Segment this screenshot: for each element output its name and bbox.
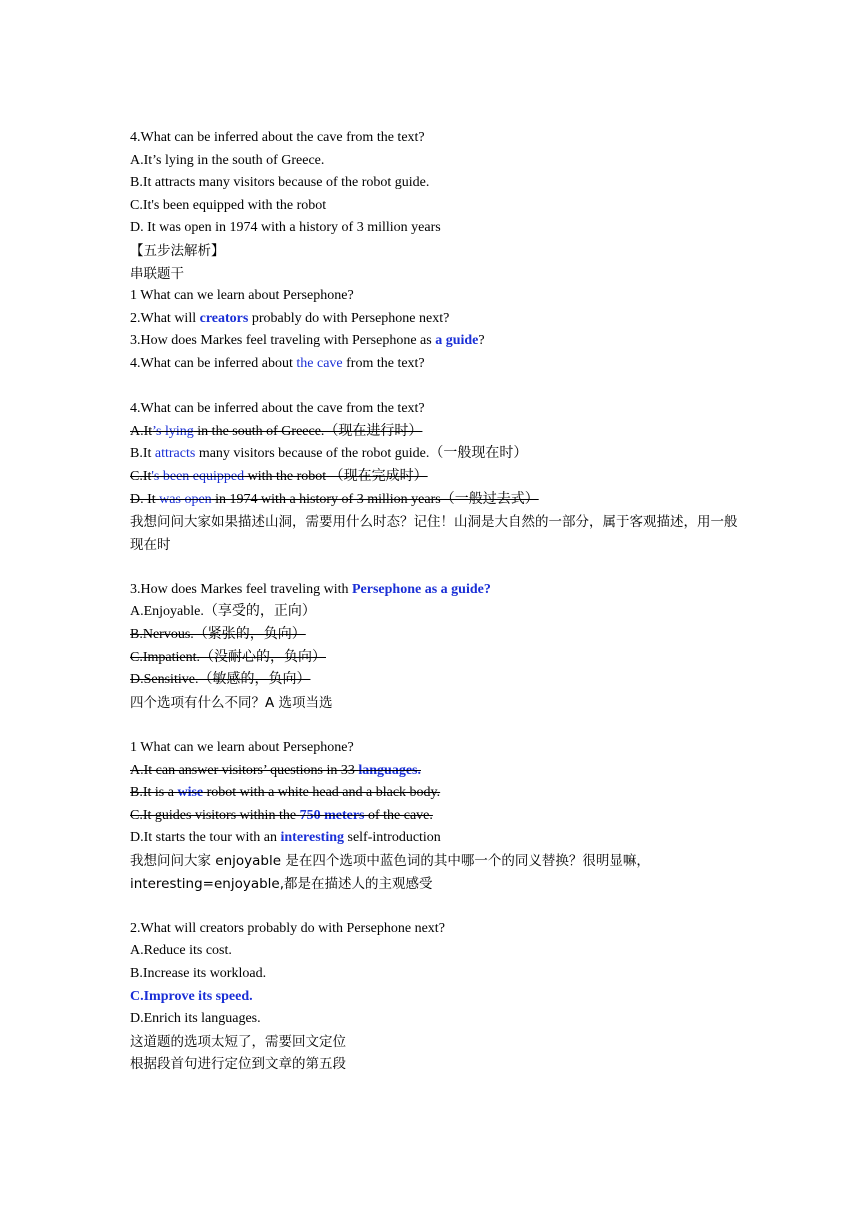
opt-text: C.It guides visitors within the (130, 807, 300, 823)
option-d: D. It was open in 1974 with a history of 3 million years (130, 220, 441, 236)
stem-1: 1 What can we learn about Persephone? (130, 288, 354, 304)
analysis-q1: 1 What can we learn about Persephone? (130, 740, 354, 756)
opt-text-end: in 1974 with a history of 3 million years（一般过去式） (211, 491, 539, 507)
spacer (130, 556, 740, 579)
stem-3 (130, 330, 740, 353)
stem-4 (130, 353, 740, 376)
stem-3-keyword: a guide (435, 333, 479, 349)
analysis-q3-note: 四个选项有什么不同？A 选项当选 (130, 694, 333, 711)
opt-text-end: in the south of Greece.（现在进行时） (193, 423, 423, 439)
analysis-q4-option-b (130, 443, 740, 466)
analysis-q4-option-c (130, 466, 740, 489)
stem-4-text: 4.What can be inferred about (130, 355, 297, 371)
option-a: A.It’s lying in the south of Greece. (130, 152, 325, 168)
analysis-q2-note-1: 这道题的选项太短了，需要回文定位 (130, 1033, 346, 1050)
opt-keyword: attracts (154, 446, 196, 462)
q3-keyword: Persephone as a guide? (352, 581, 491, 597)
analysis-q1-option-b (130, 782, 740, 805)
question-4-text: 4.What can be inferred about the cave from the text? (130, 130, 425, 145)
analysis-q3-option-a: A.Enjoyable.（享受的，正向） (130, 604, 316, 620)
analysis-q4: 4.What can be inferred about the cave from the text? (130, 401, 425, 417)
stem-4-keyword: the cave (296, 355, 343, 371)
analysis-q2-option-b: B.Increase its workload. (130, 965, 267, 981)
opt-text: A.It can answer visitors’ questions in 33 (130, 762, 359, 778)
opt-keyword: wise (177, 785, 204, 801)
opt-text-end: self-introduction (344, 830, 441, 846)
opt-text: A.It (130, 423, 153, 439)
analysis-q3 (130, 579, 740, 602)
analysis-q4-option-d (130, 489, 740, 512)
analysis-q2-option-a: A.Reduce its cost. (130, 943, 232, 959)
opt-keyword: 750 meters (299, 807, 365, 823)
stem-3-text: 3.How does Markes feel traveling with Persephone as (130, 333, 436, 349)
analysis-q1-option-a (130, 760, 740, 783)
opt-keyword: interesting (280, 830, 344, 846)
opt-text: D.It starts the tour with an (130, 830, 281, 846)
q3-text: 3.How does Markes feel traveling with (130, 581, 352, 597)
opt-text-end: robot with a white head and a black body. (203, 785, 441, 801)
opt-text-end: of the cave. (364, 807, 433, 823)
analysis-q1-note: 我想问问大家 enjoyable 是在四个选项中蓝色词的其中哪一个的同义替换？很明显嘛，interesting=enjoyable,都是在描述人的主观感受 (130, 853, 650, 892)
opt-text: B.It (130, 446, 155, 462)
opt-text-end: many visitors because of the robot guide.（一般现在时） (195, 446, 528, 462)
stem-3-text-end: ? (478, 333, 485, 349)
document-body (130, 127, 740, 1076)
analysis-q3-option-d: D.Sensitive.（敏感的，负向） (130, 672, 311, 688)
opt-keyword: 's been equipped (151, 468, 245, 484)
option-c: C.It's been equipped with the robot (130, 197, 327, 213)
analysis-q2-option-d: D.Enrich its languages. (130, 1011, 261, 1027)
analysis-q2: 2.What will creators probably do with Persephone next? (130, 920, 445, 936)
analysis-q4-option-a (130, 421, 740, 444)
analysis-q3-option-b: B.Nervous.（紧张的，负向） (130, 627, 306, 643)
stem-2 (130, 308, 740, 331)
stem-4-text-end: from the text? (342, 355, 425, 371)
section-heading: 【五步法解析】 (130, 242, 225, 259)
opt-keyword: was open (159, 491, 212, 507)
spacer (130, 895, 740, 918)
analysis-q4-note: 我想问问大家如果描述山洞，需要用什么时态？记住！山洞是大自然的一部分，属于客观描述，用一般现在时 (130, 514, 738, 553)
spacer (130, 714, 740, 737)
opt-text: D. It (130, 491, 160, 507)
opt-text: C.It (130, 468, 152, 484)
opt-keyword: languages. (358, 762, 421, 778)
analysis-q2-option-c: C.Improve its speed. (130, 988, 253, 1004)
opt-keyword: ’s lying (152, 423, 194, 439)
analysis-q1-option-c (130, 805, 740, 828)
analysis-q3-option-c: C.Impatient.（没耐心的，负向） (130, 649, 326, 665)
analysis-q2-note-2: 根据段首句进行定位到文章的第五段 (130, 1056, 346, 1073)
stem-2-keyword: creators (199, 310, 249, 326)
spacer (130, 376, 740, 399)
opt-text: B.It is a (130, 785, 178, 801)
analysis-q1-option-d (130, 827, 740, 850)
option-b: B.It attracts many visitors because of the robot guide. (130, 175, 430, 191)
opt-text-end: with the robot （现在完成时） (244, 468, 428, 484)
section-subheading: 串联题干 (130, 265, 184, 282)
stem-2-text-end: probably do with Persephone next? (248, 310, 450, 326)
stem-2-text: 2.What will (130, 310, 200, 326)
